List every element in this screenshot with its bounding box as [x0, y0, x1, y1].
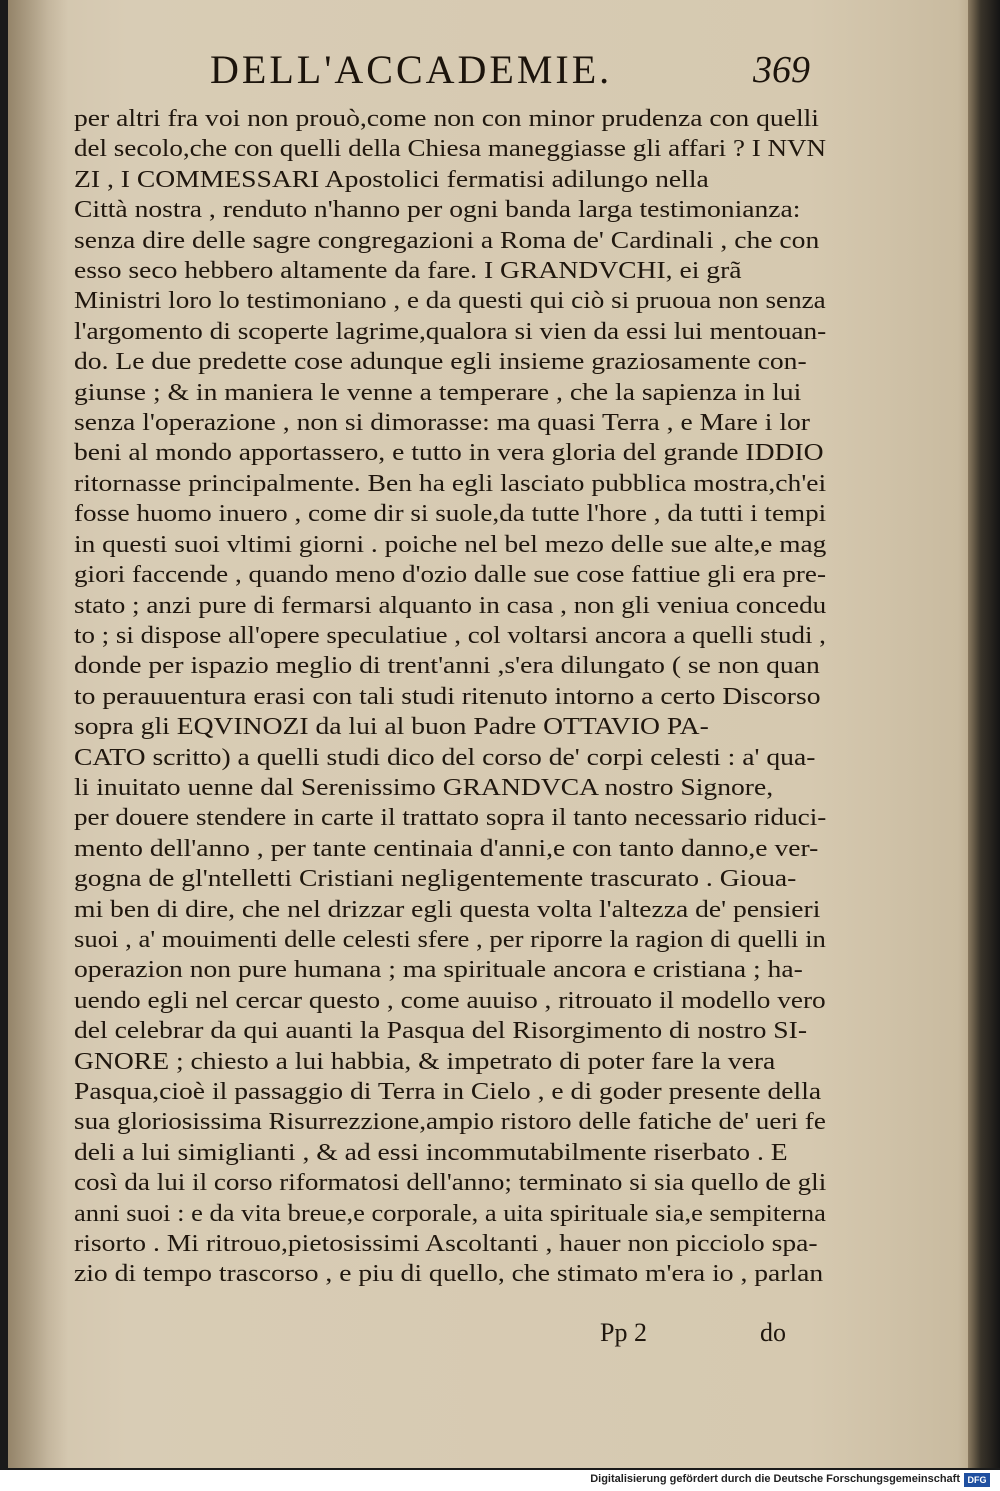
- text-line: stato ; anzi pure di fermarsi alquanto in casa , non gli veniua concedu: [74, 592, 827, 619]
- text-line: ZI , I COMMESSARI Apostolici fermatisi adilungo nella: [74, 166, 709, 193]
- text-line: del secolo,che con quelli della Chiesa maneggiasse gli affari ? I NVN: [74, 136, 827, 163]
- text-line: l'argomento di scoperte lagrime,qualora si vien da essi lui mentouan-: [74, 318, 827, 345]
- signature-mark: Pp 2: [600, 1318, 647, 1347]
- text-line: mento dell'anno , per tante centinaia d'anni,e con tanto danno,e ver-: [74, 835, 819, 862]
- text-line: zio di tempo trascorso , e piu di quello, che stimato m'era io , parlan: [74, 1261, 824, 1288]
- text-line: GNORE ; chiesto a lui habbia, & impetrato di poter fare la vera: [74, 1048, 776, 1075]
- text-line: CATO scritto) a quelli studi dico del corso de' corpi celesti : a' qua-: [74, 744, 816, 771]
- text-line: gogna de gl'ntelletti Cristiani negligentemente trascurato . Gioua-: [74, 866, 797, 893]
- text-line: giori faccende , quando meno d'ozio dalle sue cose fattiue gli era pre-: [74, 562, 826, 589]
- text-line: li inuitato uenne dal Serenissimo GRANDVCA nostro Signore,: [74, 774, 774, 801]
- text-line: do. Le due predette cose adunque egli insieme graziosamente con-: [74, 349, 807, 376]
- text-line: donde per ispazio meglio di trent'anni ,s'era dilungato ( se non quan: [74, 653, 820, 680]
- text-line: del celebrar da qui auanti la Pasqua del Risorgimento di nostro SI-: [74, 1018, 808, 1045]
- text-line: deli a lui simiglianti , & ad essi incommutabilmente riserbato . E: [74, 1139, 788, 1166]
- running-head: [210, 46, 810, 96]
- page-number: 369: [753, 49, 810, 91]
- text-line: to ; si dispose all'opere speculatiue , col voltarsi ancora a quelli studi ,: [74, 622, 826, 649]
- catchword: do: [760, 1318, 786, 1347]
- text-line: uendo egli nel cercar questo , come auuiso , ritrouato il modello vero: [74, 987, 826, 1014]
- text-line: Città nostra , renduto n'hanno per ogni banda larga testimonianza:: [74, 197, 801, 224]
- text-line: risorto . Mi ritrouo,pietosissimi Ascoltanti , hauer non picciolo spa-: [74, 1231, 818, 1258]
- text-line: senza dire delle sagre congregazioni a Roma de' Cardinali , che con: [74, 227, 820, 254]
- page-edge: [968, 0, 1000, 1468]
- text-line: così da lui il corso riformatosi dell'anno; terminato si sia quello de gli: [74, 1170, 827, 1197]
- funding-credit: Digitalisierung gefördert durch die Deutsche Forschungsgemeinschaft: [590, 1473, 960, 1485]
- text-line: suoi , a' mouimenti delle celesti sfere , per riporre la ragion di quelli in: [74, 926, 826, 953]
- text-line: to perauuentura erasi con tali studi ritenuto intorno a certo Discorso: [74, 683, 821, 710]
- text-line: Ministri loro lo testimoniano , e da questi qui ciò si pruoua non senza: [74, 288, 826, 315]
- text-line: sua gloriosissima Risurrezzione,ampio ristoro delle fatiche de' ueri fe: [74, 1109, 826, 1136]
- text-line: in questi suoi vltimi giorni . poiche nel bel mezo delle sue alte,e mag: [74, 531, 827, 558]
- text-line: esso seco hebbero altamente da fare. I GRANDVCHI, ei grã: [74, 258, 742, 285]
- text-line: ritornasse principalmente. Ben ha egli lasciato pubblica mostra,ch'ei: [74, 470, 827, 497]
- text-line: fosse huomo inuero , come dir si suole,da tutte l'hore , da tutti i tempi: [74, 501, 827, 528]
- dfg-logo: DFG: [964, 1473, 990, 1487]
- spine-shadow: [8, 0, 68, 1468]
- text-line: mi ben di dire, che nel drizzar egli questa volta l'altezza de' pensieri: [74, 896, 821, 923]
- text-line: giunse ; & in maniera le venne a temperare , che la sapienza in lui: [74, 379, 802, 406]
- footer-bar: [0, 1470, 1000, 1491]
- catchline: [600, 1318, 800, 1352]
- text-line: Pasqua,cioè il passaggio di Terra in Cielo , e di goder presente della: [74, 1079, 822, 1105]
- text-line: operazion non pure humana ; ma spirituale ancora e cristiana ; ha-: [74, 957, 803, 984]
- running-title: DELL'ACCADEMIE.: [210, 47, 613, 92]
- text-line: per douere stendere in carte il trattato sopra il tanto necessario riduci-: [74, 805, 827, 832]
- body-text: [74, 104, 834, 1290]
- text-line: senza l'operazione , non si dimorasse: ma quasi Terra , e Mare i lor: [74, 410, 810, 437]
- text-line: sopra gli EQVINOZI da lui al buon Padre OTTAVIO PA-: [74, 714, 709, 741]
- text-line: per altri fra voi non prouò,come non con minor prudenza con quelli: [74, 106, 819, 132]
- text-line: beni al mondo apportassero, e tutto in vera gloria del grande IDDIO: [74, 440, 824, 467]
- text-line: anni suoi : e da vita breue,e corporale, a uita spirituale sia,e sempiterna: [74, 1200, 826, 1227]
